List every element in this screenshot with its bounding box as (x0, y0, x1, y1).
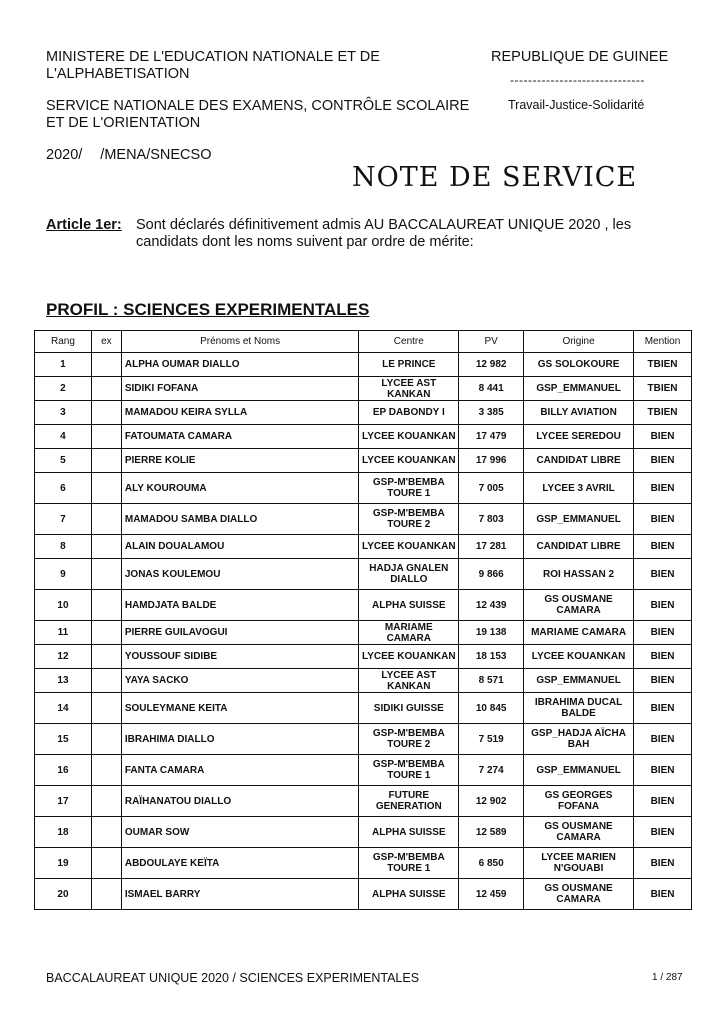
table-row (35, 535, 692, 559)
cell-origine: GSP_EMMANUEL (524, 755, 634, 786)
cell-rang: 18 (35, 817, 92, 848)
cell-rang: 11 (35, 621, 92, 645)
cell-centre: LYCEE KOUANKAN (359, 449, 459, 473)
cell-origine: GS OUSMANE CAMARA (524, 590, 634, 621)
cell-centre: GSP-M'BEMBA TOURE 1 (359, 755, 459, 786)
cell-name: MAMADOU SAMBA DIALLO (121, 504, 358, 535)
cell-origine: LYCEE 3 AVRIL (524, 473, 634, 504)
table-row (35, 559, 692, 590)
cell-rang: 5 (35, 449, 92, 473)
cell-ex (91, 817, 121, 848)
cell-pv: 17 281 (459, 535, 524, 559)
footer-title: BACCALAUREAT UNIQUE 2020 / SCIENCES EXPERIMENTALES (46, 971, 420, 985)
cell-ex (91, 377, 121, 401)
cell-name: ISMAEL BARRY (121, 879, 358, 910)
cell-pv: 12 982 (459, 353, 524, 377)
cell-mention: TBIEN (634, 377, 692, 401)
cell-pv: 12 439 (459, 590, 524, 621)
cell-name: IBRAHIMA DIALLO (121, 724, 358, 755)
cell-centre: GSP-M'BEMBA TOURE 1 (359, 473, 459, 504)
cell-mention: BIEN (634, 724, 692, 755)
table-row (35, 669, 692, 693)
cell-rang: 13 (35, 669, 92, 693)
cell-pv: 7 519 (459, 724, 524, 755)
cell-ex (91, 786, 121, 817)
cell-origine: CANDIDAT LIBRE (524, 449, 634, 473)
cell-name: PIERRE KOLIE (121, 449, 358, 473)
table-row (35, 590, 692, 621)
header-origine: Origine (524, 331, 634, 353)
cell-ex (91, 353, 121, 377)
cell-centre: SIDIKI GUISSE (359, 693, 459, 724)
cell-rang: 20 (35, 879, 92, 910)
cell-centre: ALPHA SUISSE (359, 879, 459, 910)
cell-name: ALAIN DOUALAMOU (121, 535, 358, 559)
cell-mention: BIEN (634, 559, 692, 590)
cell-rang: 12 (35, 645, 92, 669)
reference-year: 2020/ (46, 147, 83, 163)
cell-origine: GS SOLOKOURE (524, 353, 634, 377)
cell-name: OUMAR SOW (121, 817, 358, 848)
cell-ex (91, 693, 121, 724)
cell-ex (91, 755, 121, 786)
cell-ex (91, 401, 121, 425)
cell-mention: BIEN (634, 535, 692, 559)
cell-ex (91, 504, 121, 535)
cell-rang: 1 (35, 353, 92, 377)
cell-ex (91, 645, 121, 669)
cell-origine: LYCEE SEREDOU (524, 425, 634, 449)
table-row (35, 848, 692, 879)
cell-pv: 8 441 (459, 377, 524, 401)
cell-ex (91, 535, 121, 559)
cell-pv: 17 996 (459, 449, 524, 473)
cell-pv: 17 479 (459, 425, 524, 449)
cell-origine: GSP_HADJA AÏCHA BAH (524, 724, 634, 755)
cell-rang: 8 (35, 535, 92, 559)
cell-name: ALPHA OUMAR DIALLO (121, 353, 358, 377)
cell-centre: ALPHA SUISSE (359, 817, 459, 848)
table-row (35, 879, 692, 910)
cell-name: ALY KOUROUMA (121, 473, 358, 504)
header-rang: Rang (35, 331, 92, 353)
cell-ex (91, 621, 121, 645)
table-row (35, 504, 692, 535)
table-row (35, 817, 692, 848)
cell-name: SIDIKI FOFANA (121, 377, 358, 401)
cell-name: JONAS KOULEMOU (121, 559, 358, 590)
cell-origine: CANDIDAT LIBRE (524, 535, 634, 559)
header-divider: ------------------------------ (510, 73, 645, 87)
table-row (35, 724, 692, 755)
service-name: SERVICE NATIONALE DES EXAMENS, CONTRÔLE SCOLAIRE ET DE L'ORIENTATION (46, 98, 470, 131)
cell-mention: BIEN (634, 504, 692, 535)
republic-name: REPUBLIQUE DE GUINEE (491, 49, 669, 65)
cell-mention: BIEN (634, 621, 692, 645)
table-row (35, 401, 692, 425)
cell-origine: GS GEORGES FOFANA (524, 786, 634, 817)
cell-rang: 3 (35, 401, 92, 425)
profile-heading: PROFIL : SCIENCES EXPERIMENTALES (46, 300, 370, 319)
ministry-name: MINISTERE DE L'EDUCATION NATIONALE ET DE L'ALPHABETISATION (46, 49, 380, 82)
cell-name: PIERRE GUILAVOGUI (121, 621, 358, 645)
cell-mention: BIEN (634, 590, 692, 621)
results-table (34, 330, 692, 910)
cell-rang: 6 (35, 473, 92, 504)
table-row (35, 786, 692, 817)
cell-ex (91, 669, 121, 693)
cell-mention: TBIEN (634, 401, 692, 425)
cell-name: FATOUMATA CAMARA (121, 425, 358, 449)
cell-name: FANTA CAMARA (121, 755, 358, 786)
national-motto: Travail-Justice-Solidarité (508, 98, 645, 112)
cell-mention: BIEN (634, 473, 692, 504)
cell-centre: EP DABONDY I (359, 401, 459, 425)
cell-pv: 3 385 (459, 401, 524, 425)
table-row (35, 473, 692, 504)
cell-centre: FUTURE GENERATION (359, 786, 459, 817)
cell-rang: 4 (35, 425, 92, 449)
cell-mention: TBIEN (634, 353, 692, 377)
cell-mention: BIEN (634, 449, 692, 473)
cell-centre: GSP-M'BEMBA TOURE 2 (359, 504, 459, 535)
cell-origine: BILLY AVIATION (524, 401, 634, 425)
cell-rang: 15 (35, 724, 92, 755)
cell-mention: BIEN (634, 755, 692, 786)
table-row (35, 693, 692, 724)
cell-mention: BIEN (634, 425, 692, 449)
header-centre: Centre (359, 331, 459, 353)
cell-rang: 9 (35, 559, 92, 590)
cell-pv: 7 274 (459, 755, 524, 786)
cell-name: YAYA SACKO (121, 669, 358, 693)
cell-rang: 16 (35, 755, 92, 786)
cell-centre: LYCEE KOUANKAN (359, 425, 459, 449)
cell-mention: BIEN (634, 693, 692, 724)
cell-centre: LYCEE AST KANKAN (359, 669, 459, 693)
cell-mention: BIEN (634, 669, 692, 693)
cell-origine: IBRAHIMA DUCAL BALDE (524, 693, 634, 724)
cell-ex (91, 425, 121, 449)
cell-centre: GSP-M'BEMBA TOURE 1 (359, 848, 459, 879)
cell-mention: BIEN (634, 645, 692, 669)
cell-pv: 7 005 (459, 473, 524, 504)
cell-ex (91, 590, 121, 621)
cell-ex (91, 879, 121, 910)
table-row (35, 353, 692, 377)
cell-name: ABDOULAYE KEÏTA (121, 848, 358, 879)
cell-centre: LYCEE KOUANKAN (359, 535, 459, 559)
cell-centre: LYCEE AST KANKAN (359, 377, 459, 401)
cell-pv: 18 153 (459, 645, 524, 669)
cell-pv: 8 571 (459, 669, 524, 693)
cell-origine: GSP_EMMANUEL (524, 504, 634, 535)
cell-pv: 7 803 (459, 504, 524, 535)
cell-ex (91, 724, 121, 755)
header-pv: PV (459, 331, 524, 353)
cell-origine: GSP_EMMANUEL (524, 669, 634, 693)
cell-centre: GSP-M'BEMBA TOURE 2 (359, 724, 459, 755)
cell-mention: BIEN (634, 817, 692, 848)
table-header-row (35, 331, 692, 353)
cell-ex (91, 559, 121, 590)
table-row (35, 449, 692, 473)
article-label: Article 1er: (46, 217, 122, 233)
cell-origine: GSP_EMMANUEL (524, 377, 634, 401)
cell-name: RAÏHANATOU DIALLO (121, 786, 358, 817)
cell-centre: ALPHA SUISSE (359, 590, 459, 621)
cell-name: YOUSSOUF SIDIBE (121, 645, 358, 669)
cell-rang: 14 (35, 693, 92, 724)
reference-code: /MENA/SNECSO (100, 147, 212, 163)
cell-centre: LYCEE KOUANKAN (359, 645, 459, 669)
cell-name: SOULEYMANE KEITA (121, 693, 358, 724)
cell-centre: LE PRINCE (359, 353, 459, 377)
cell-mention: BIEN (634, 786, 692, 817)
header-ex: ex (91, 331, 121, 353)
cell-centre: MARIAME CAMARA (359, 621, 459, 645)
header-name: Prénoms et Noms (121, 331, 358, 353)
page-number: 1 / 287 (652, 972, 683, 983)
cell-ex (91, 449, 121, 473)
cell-origine: ROI HASSAN 2 (524, 559, 634, 590)
table-row (35, 425, 692, 449)
header-mention: Mention (634, 331, 692, 353)
cell-centre: HADJA GNALEN DIALLO (359, 559, 459, 590)
article-text: Sont déclarés définitivement admis AU BACCALAUREAT UNIQUE 2020 , les candidats dont les noms suivent par ordre de mérite: (136, 217, 632, 250)
cell-pv: 10 845 (459, 693, 524, 724)
cell-mention: BIEN (634, 848, 692, 879)
cell-pv: 12 459 (459, 879, 524, 910)
cell-origine: MARIAME CAMARA (524, 621, 634, 645)
cell-pv: 6 850 (459, 848, 524, 879)
cell-ex (91, 473, 121, 504)
cell-ex (91, 848, 121, 879)
cell-origine: GS OUSMANE CAMARA (524, 817, 634, 848)
cell-pv: 19 138 (459, 621, 524, 645)
cell-pv: 12 902 (459, 786, 524, 817)
cell-pv: 12 589 (459, 817, 524, 848)
reference-number (46, 147, 229, 164)
cell-rang: 17 (35, 786, 92, 817)
table-row (35, 645, 692, 669)
cell-mention: BIEN (634, 879, 692, 910)
cell-origine: GS OUSMANE CAMARA (524, 879, 634, 910)
cell-name: MAMADOU KEIRA SYLLA (121, 401, 358, 425)
cell-name: HAMDJATA BALDE (121, 590, 358, 621)
cell-origine: LYCEE KOUANKAN (524, 645, 634, 669)
cell-rang: 7 (35, 504, 92, 535)
page-title: NOTE DE SERVICE (352, 162, 638, 193)
cell-origine: LYCEE MARIEN N'GOUABI (524, 848, 634, 879)
table-row (35, 377, 692, 401)
cell-rang: 10 (35, 590, 92, 621)
cell-rang: 19 (35, 848, 92, 879)
cell-pv: 9 866 (459, 559, 524, 590)
cell-rang: 2 (35, 377, 92, 401)
table-row (35, 621, 692, 645)
table-row (35, 755, 692, 786)
